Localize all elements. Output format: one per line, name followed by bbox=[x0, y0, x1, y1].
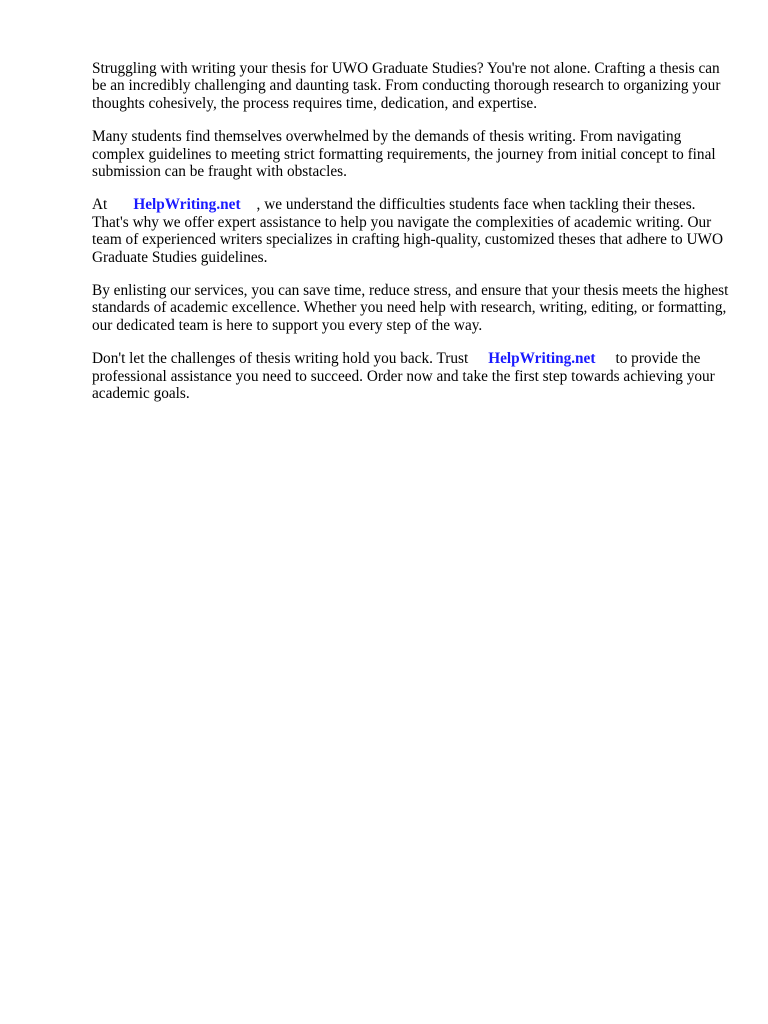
paragraph-service-lead: At bbox=[92, 196, 108, 214]
paragraph-challenges bbox=[92, 128, 732, 180]
paragraph-intro-text: Struggling with writing your thesis for UWO Graduate Studies? You're not alone. Crafting a thesis can be an incredibly challenging and daunting task. From conducting thorough research to organizing your thoughts cohesively, the process requires time, dedication, and expertise. bbox=[92, 60, 721, 112]
paragraph-cta-lead: Don't let the challenges of thesis writing hold you back. Trust bbox=[92, 350, 469, 368]
paragraph-intro bbox=[92, 60, 732, 112]
paragraph-benefits bbox=[92, 282, 732, 334]
helpwriting-link[interactable]: HelpWriting.net bbox=[133, 196, 241, 214]
paragraph-cta bbox=[92, 350, 732, 402]
paragraph-challenges-text: Many students find themselves overwhelmed by the demands of thesis writing. From navigating complex guidelines to meeting strict formatting requirements, the journey from initial concept to final submission can be fraught with obstacles. bbox=[92, 128, 716, 181]
document-body bbox=[92, 60, 732, 419]
paragraph-service-text: , we understand the difficulties students face when tackling their theses. That's why we offer expert assistance to help you navigate the complexities of academic writing. Our team of experienced writers specializes in crafting high-quality, customized theses that adhere to UWO Graduate Studies guidelines. bbox=[92, 196, 724, 266]
paragraph-benefits-text: By enlisting our services, you can save time, reduce stress, and ensure that your thesis meets the highest standards of academic excellence. Whether you need help with research, writing, editing, or formatting, our dedicated team is here to support you every step of the way. bbox=[92, 282, 729, 334]
paragraph-service bbox=[92, 196, 732, 266]
paragraph-cta-text: to provide the professional assistance you need to succeed. Order now and take the first step towards achieving your academic goals. bbox=[92, 350, 715, 403]
helpwriting-link-cta[interactable]: HelpWriting.net bbox=[488, 350, 596, 368]
